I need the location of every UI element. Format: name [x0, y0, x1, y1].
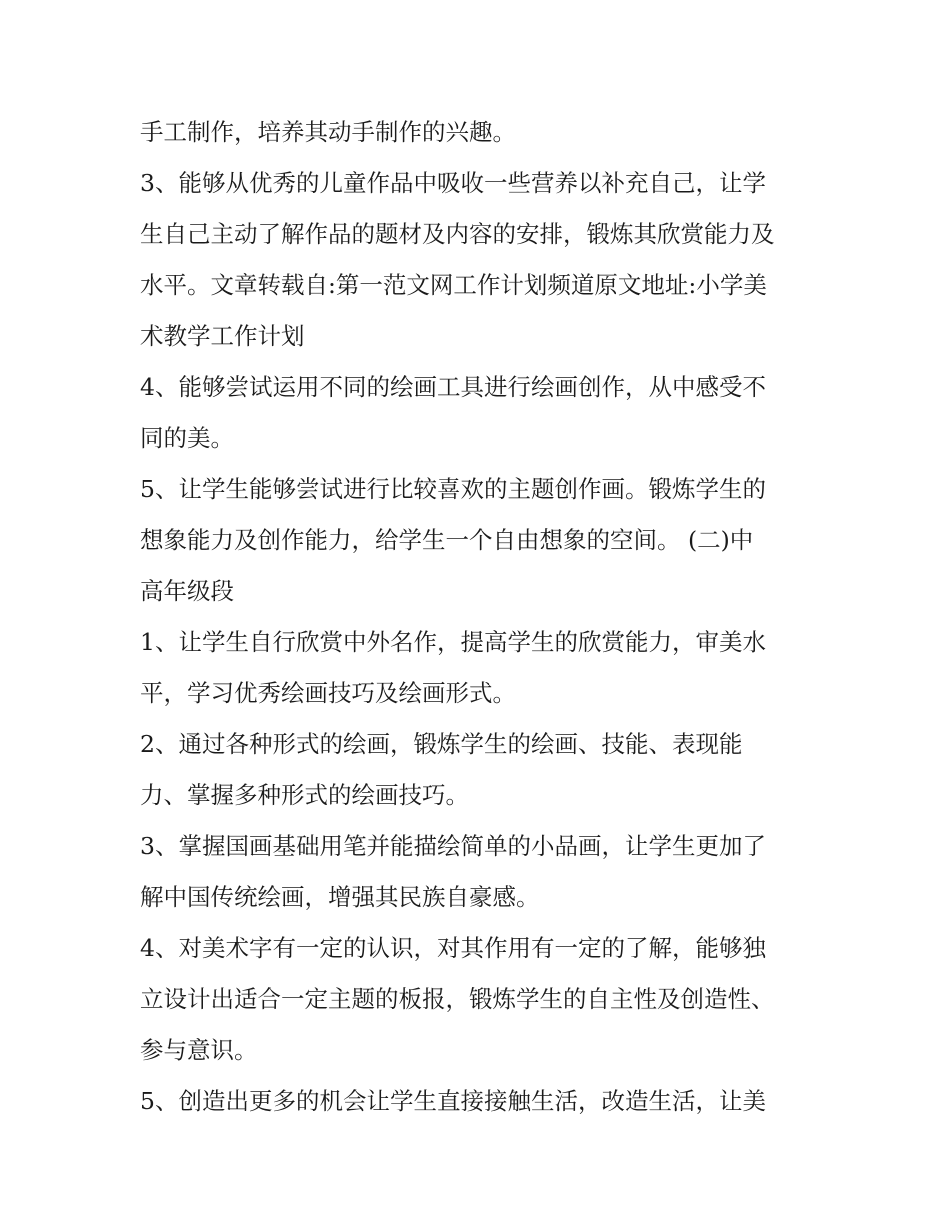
text-line: 高年级段 [140, 577, 234, 605]
text-line: 水平。文章转载自:第一范文网工作计划频道原文地址:小学美 [140, 271, 767, 299]
document-body [140, 107, 820, 1127]
text-line: 5、让学生能够尝试进行比较喜欢的主题创作画。锻炼学生的 [140, 475, 766, 503]
text-line: 同的美。 [140, 424, 234, 452]
text-line: 平，学习优秀绘画技巧及绘画形式。 [140, 679, 516, 707]
text-line: 想象能力及创作能力，给学生一个自由想象的空间。 (二)中 [140, 526, 754, 554]
text-line: 3、掌握国画基础用笔并能描绘简单的小品画，让学生更加了 [140, 832, 766, 860]
text-line: 3、能够从优秀的儿童作品中吸收一些营养以补充自己，让学 [140, 169, 766, 197]
text-line: 立设计出适合一定主题的板报，锻炼学生的自主性及创造性、 [140, 985, 775, 1013]
text-line: 参与意识。 [140, 1036, 258, 1064]
text-line: 4、对美术字有一定的认识，对其作用有一定的了解，能够独 [140, 934, 766, 962]
text-line: 解中国传统绘画，增强其民族自豪感。 [140, 883, 540, 911]
text-line: 4、能够尝试运用不同的绘画工具进行绘画创作，从中感受不 [140, 373, 766, 401]
text-line: 5、创造出更多的机会让学生直接接触生活，改造生活，让美 [140, 1087, 766, 1115]
text-line: 生自己主动了解作品的题材及内容的安排，锻炼其欣赏能力及 [140, 220, 775, 248]
text-line: 1、让学生自行欣赏中外名作，提高学生的欣赏能力，审美水 [140, 628, 766, 656]
text-line: 手工制作，培养其动手制作的兴趣。 [140, 118, 516, 146]
text-line: 2、通过各种形式的绘画，锻炼学生的绘画、技能、表现能 [140, 730, 743, 758]
text-line: 术教学工作计划 [140, 322, 305, 350]
text-line: 力、掌握多种形式的绘画技巧。 [140, 781, 469, 809]
